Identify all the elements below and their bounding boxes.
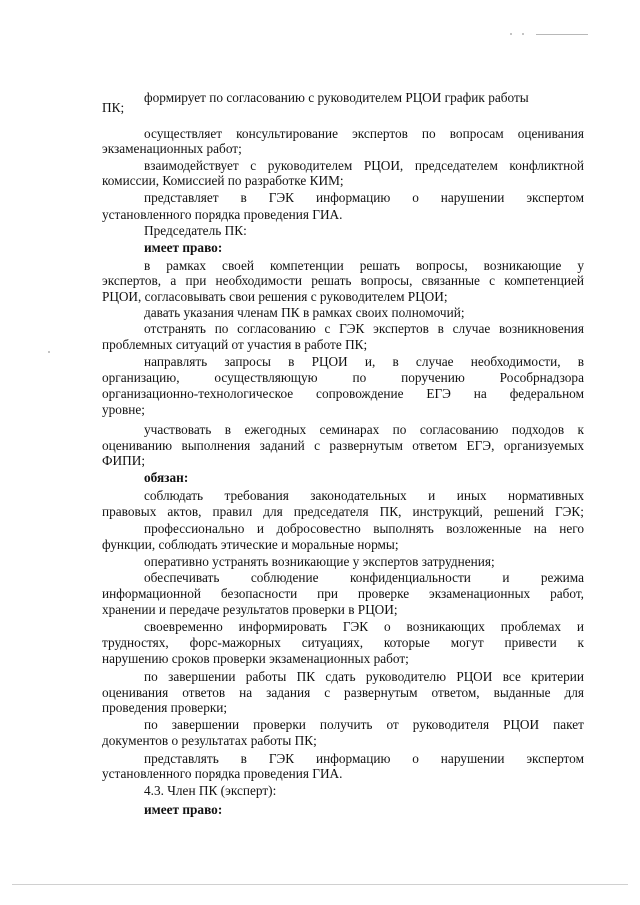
text-line: информационной безопасности при проверке экзаменационных работ, xyxy=(102,586,584,601)
text-line: ПК; xyxy=(102,100,125,115)
text-line: хранении и передаче результатов проверки в РЦОИ; xyxy=(102,602,398,617)
text-line: по завершении работы ПК сдать руководителю РЦОИ все критерии xyxy=(144,669,584,684)
text-line: экзаменационных работ; xyxy=(102,141,242,156)
text-line: формирует по согласованию с руководителем РЦОИ график работы xyxy=(144,90,529,105)
text-line: отстранять по согласованию с ГЭК экспертов в случае возникновения xyxy=(144,321,584,336)
text-line: установленного порядка проведения ГИА. xyxy=(102,207,343,222)
text-line: обеспечивать соблюдение конфиденциальности и режима xyxy=(144,570,584,585)
text-line: в рамках своей компетенции решать вопросы, возникающие у xyxy=(144,258,584,273)
text-line: нарушению сроков проверки экзаменационных работ; xyxy=(102,651,409,666)
text-line: экспертов, а при необходимости решать вопросы, связанные с компетенцией xyxy=(102,273,584,288)
text-line: РЦОИ, согласовывать свои решения с руководителем РЦОИ; xyxy=(102,289,448,304)
text-line: функции, соблюдать этические и моральные нормы; xyxy=(102,537,399,552)
text-line: по завершении проверки получить от руководителя РЦОИ пакет xyxy=(144,717,584,732)
text-line: оценивания ответов на задания с развернутым ответом, выданные для xyxy=(102,685,584,700)
scan-artifact-top xyxy=(536,34,588,35)
scan-artifact-dot xyxy=(48,351,50,353)
text-line: участвовать в ежегодных семинарах по согласованию подходов к xyxy=(144,422,584,437)
text-line: осуществляет консультирование экспертов по вопросам оценивания xyxy=(144,126,584,141)
text-line: оперативно устранять возникающие у экспертов затруднения; xyxy=(144,554,495,569)
text-line: трудностях, форс-мажорных ситуациях, которые могут привести к xyxy=(102,635,584,650)
text-line: взаимодействует с руководителем РЦОИ, председателем конфликтной xyxy=(144,158,584,173)
scan-artifact-dot xyxy=(522,33,524,35)
text-line: 4.3. Член ПК (эксперт): xyxy=(144,783,277,798)
text-line: представлять в ГЭК информацию о нарушении экспертом xyxy=(144,751,584,766)
text-line: документов о результатах работы ПК; xyxy=(102,733,317,748)
text-line: оцениванию выполнения заданий с развернутым ответом ЕГЭ, организуемых xyxy=(102,438,584,453)
text-line: давать указания членам ПК в рамках своих полномочий; xyxy=(144,305,465,320)
scan-artifact-dot xyxy=(510,33,512,35)
text-line: правовых актов, правил для председателя ПК, инструкций, решений ГЭК; xyxy=(102,504,584,519)
text-line: профессионально и добросовестно выполнять возложенные на него xyxy=(144,521,584,536)
text-line: Председатель ПК: xyxy=(144,223,247,238)
text-line: ФИПИ; xyxy=(102,453,146,468)
text-line: направлять запросы в РЦОИ и, в случае необходимости, в xyxy=(144,354,584,369)
section-heading: обязан: xyxy=(144,470,189,485)
text-line: своевременно информировать ГЭК о возникающих проблемах и xyxy=(144,619,584,634)
text-line: установленного порядка проведения ГИА. xyxy=(102,766,343,781)
text-line: проблемных ситуаций от участия в работе ПК; xyxy=(102,337,368,352)
text-line: уровне; xyxy=(102,402,145,417)
scan-artifact-bottom xyxy=(12,884,628,885)
text-line: представляет в ГЭК информацию о нарушении экспертом xyxy=(144,190,584,205)
text-line: соблюдать требования законодательных и иных нормативных xyxy=(144,488,584,503)
text-line: организацию, осуществляющую по поручению Рособрнадзора xyxy=(102,370,584,385)
text-line: проведения проверки; xyxy=(102,700,228,715)
text-line: комиссии, Комиссией по разработке КИМ; xyxy=(102,173,344,188)
section-heading: имеет право: xyxy=(144,802,223,817)
text-line: организационно-технологическое сопровождение ЕГЭ на федеральном xyxy=(102,386,584,401)
section-heading: имеет право: xyxy=(144,240,223,255)
